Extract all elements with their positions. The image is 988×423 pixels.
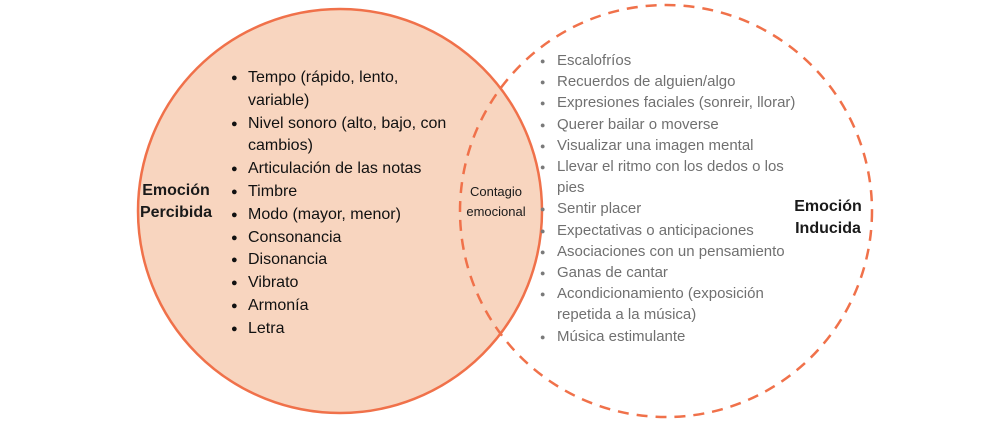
list-item: ● Consonancia [231,227,456,250]
list-item: ● Escalofríos [540,50,810,71]
perceived-emotion-title-line1: Emoción [142,182,210,199]
list-item: ● Modo (mayor, menor) [231,204,456,227]
list-item: ● Querer bailar o moverse [540,114,810,135]
perceived-emotion-list [231,67,456,341]
emotional-contagion-line2: emocional [466,204,526,219]
induced-emotion-title-line2: Inducida [795,220,861,237]
list-item: ● Armonía [231,295,456,318]
perceived-emotion-title-line2: Percibida [139,204,213,221]
list-item: ● Sentir placer [540,198,810,219]
perceived-emotion-title [128,180,224,224]
list-item: ● Timbre [231,181,456,204]
list-item: ● Recuerdos de alguien/algo [540,71,810,92]
list-item: ● Asociaciones con un pensamiento [540,241,810,262]
list-item: ● Tempo (rápido, lento, variable) [231,67,456,113]
induced-emotion-list [540,50,810,347]
list-item: ● Vibrato [231,272,456,295]
list-item: ● Ganas de cantar [540,262,810,283]
list-item: ● Letra [231,318,456,341]
emotional-contagion-label [455,182,537,222]
list-item: ● Expectativas o anticipaciones [540,220,810,241]
list-item: ● Expresiones faciales (sonreir, llorar) [540,92,810,113]
emotional-contagion-line1: Contagio [469,184,523,199]
induced-emotion-title [778,196,878,240]
induced-emotion-title-line1: Emoción [794,198,862,215]
list-item: ● Nivel sonoro (alto, bajo, con cambios) [231,113,456,159]
list-item: ● Visualizar una imagen mental [540,135,810,156]
list-item: ● Música estimulante [540,326,810,347]
list-item: ● Disonancia [231,249,456,272]
list-item: ● Llevar el ritmo con los dedos o los pies [540,156,810,198]
list-item: ● Articulación de las notas [231,158,456,181]
list-item: ● Acondicionamiento (exposición repetida a la música) [540,283,810,325]
